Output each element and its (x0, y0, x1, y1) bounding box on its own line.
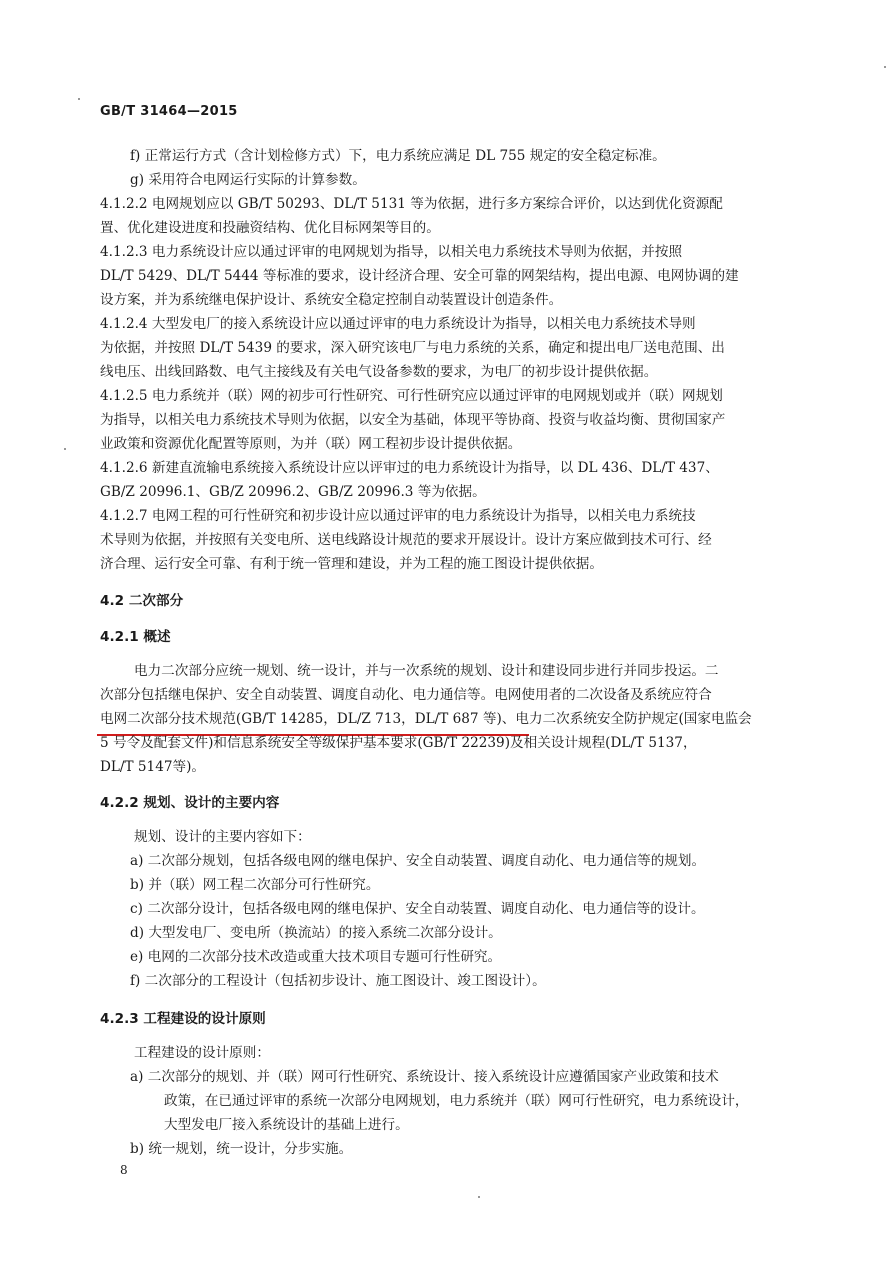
clause-4-1-2-7-cont2: 济合理、运行安全可靠、有利于统一管理和建设，并为工程的施工图设计提供依据。 (100, 556, 603, 572)
design-content-item-f: f) 二次部分的工程设计（包括初步设计、施工图设计、竣工图设计）。 (130, 973, 546, 989)
design-principle-intro: 工程建设的设计原则： (134, 1045, 270, 1061)
clause-4-1-2-6-cont: GB/Z 20996.1、GB/Z 20996.2、GB/Z 20996.3 等为依据。 (100, 484, 486, 500)
design-content-item-b: b) 并（联）网工程二次部分可行性研究。 (130, 877, 380, 893)
clause-4-1-2-3-cont1: DL/T 5429、DL/T 5444 等标准的要求，设计经济合理、安全可靠的网架结构，提出电源、电网协调的建 (100, 268, 739, 284)
design-principle-item-b: b) 统一规划，统一设计，分步实施。 (130, 1141, 353, 1157)
section-heading-4-2-1: 4.2.1 概述 (100, 629, 171, 645)
clause-4-1-2-5-cont1: 为指导，以相关电力系统技术导则为依据，以安全为基础，体现平等协商、投资与收益均衡、贯彻国家产 (100, 412, 726, 428)
section-heading-4-2: 4.2 二次部分 (100, 593, 184, 609)
design-content-item-e: e) 电网的二次部分技术改造或重大技术项目专题可行性研究。 (130, 949, 502, 965)
overview-para-line2: 次部分包括继电保护、安全自动装置、调度自动化、电力通信等。电网使用者的二次设备及系统应符合 (100, 687, 712, 703)
clause-4-1-2-7: 4.1.2.7 电网工程的可行性研究和初步设计应以通过评审的电力系统设计为指导，以相关电力系统技 (100, 508, 696, 524)
design-content-item-c: c) 二次部分设计，包括各级电网的继电保护、安全自动装置、调度自动化、电力通信等的设计。 (130, 901, 705, 917)
list-item-g: g) 采用符合电网运行实际的计算参数。 (130, 172, 366, 188)
clause-4-1-2-4: 4.1.2.4 大型发电厂的接入系统设计应以通过评审的电力系统设计为指导，以相关电力系统技术导则 (100, 316, 696, 332)
design-principle-item-a: a) 二次部分的规划、并（联）网可行性研究、系统设计、接入系统设计应遵循国家产业政策和技术 (130, 1069, 719, 1085)
list-item-f: f) 正常运行方式（含计划检修方式）下，电力系统应满足 DL 755 规定的安全稳定标准。 (130, 148, 666, 164)
design-principle-item-a-cont1: 政策，在已通过评审的系统一次部分电网规划，电力系统并（联）网可行性研究，电力系统设计， (164, 1093, 749, 1109)
clause-4-1-2-5: 4.1.2.5 电力系统并（联）网的初步可行性研究、可行性研究应以通过评审的电网规划或并（联）网规划 (100, 388, 723, 404)
overview-para-line5: DL/T 5147等)。 (100, 759, 205, 775)
clause-4-1-2-3-cont2: 设方案，并为系统继电保护设计、系统安全稳定控制自动装置设计创造条件。 (100, 292, 563, 308)
scan-speck (478, 1196, 480, 1198)
clause-4-1-2-2: 4.1.2.2 电网规划应以 GB/T 50293、DL/T 5131 等为依据，进行多方案综合评价，以达到优化资源配 (100, 196, 723, 212)
clause-4-1-2-6: 4.1.2.6 新建直流输电系统接入系统设计应以评审过的电力系统设计为指导，以 DL 436、DL/T 437、 (100, 460, 719, 476)
scan-speck (64, 448, 66, 450)
scan-speck (884, 66, 886, 68)
scan-speck (78, 98, 80, 100)
clause-4-1-2-3: 4.1.2.3 电力系统设计应以通过评审的电网规划为指导，以相关电力系统技术导则为依据，并按照 (100, 244, 683, 260)
standard-number-header: GB/T 31464—2015 (100, 104, 238, 119)
overview-para-line1: 电力二次部分应统一规划、统一设计，并与一次系统的规划、设计和建设同步进行并同步投运。二 (134, 663, 719, 679)
design-content-item-a: a) 二次部分规划，包括各级电网的继电保护、安全自动装置、调度自动化、电力通信等的规划。 (130, 853, 706, 869)
clause-4-1-2-5-cont2: 业政策和资源优化配置等原则，为并（联）网工程初步设计提供依据。 (100, 436, 522, 452)
section-heading-4-2-2: 4.2.2 规划、设计的主要内容 (100, 795, 280, 811)
clause-4-1-2-4-cont2: 线电压、出线回路数、电气主接线及有关电气设备参数的要求，为电厂的初步设计提供依据。 (100, 364, 658, 380)
overview-para-line3: 电网二次部分技术规范(GB/T 14285，DL/Z 713，DL/T 687 等)、电力二次系统安全防护规定(国家电监会 (100, 711, 752, 727)
overview-para-line4: 5 号令及配套文件)和信息系统安全等级保护基本要求(GB/T 22239)及相关设计规程(DL/T 5137， (100, 735, 697, 751)
section-heading-4-2-3: 4.2.3 工程建设的设计原则 (100, 1011, 266, 1027)
page-number: 8 (120, 1163, 128, 1177)
design-content-intro: 规划、设计的主要内容如下： (134, 829, 311, 845)
clause-4-1-2-7-cont1: 术导则为依据，并按照有关变电所、送电线路设计规范的要求开展设计。设计方案应做到技术可行、经 (100, 532, 712, 548)
design-content-item-d: d) 大型发电厂、变电所（换流站）的接入系统二次部分设计。 (130, 925, 502, 941)
clause-4-1-2-4-cont1: 为依据，并按照 DL/T 5439 的要求，深入研究该电厂与电力系统的关系，确定和提出电厂送电范围、出 (100, 340, 725, 356)
design-principle-item-a-cont2: 大型发电厂接入系统设计的基础上进行。 (164, 1117, 409, 1133)
clause-4-1-2-2-cont: 置、优化建设进度和投融资结构、优化目标网架等目的。 (100, 220, 440, 236)
